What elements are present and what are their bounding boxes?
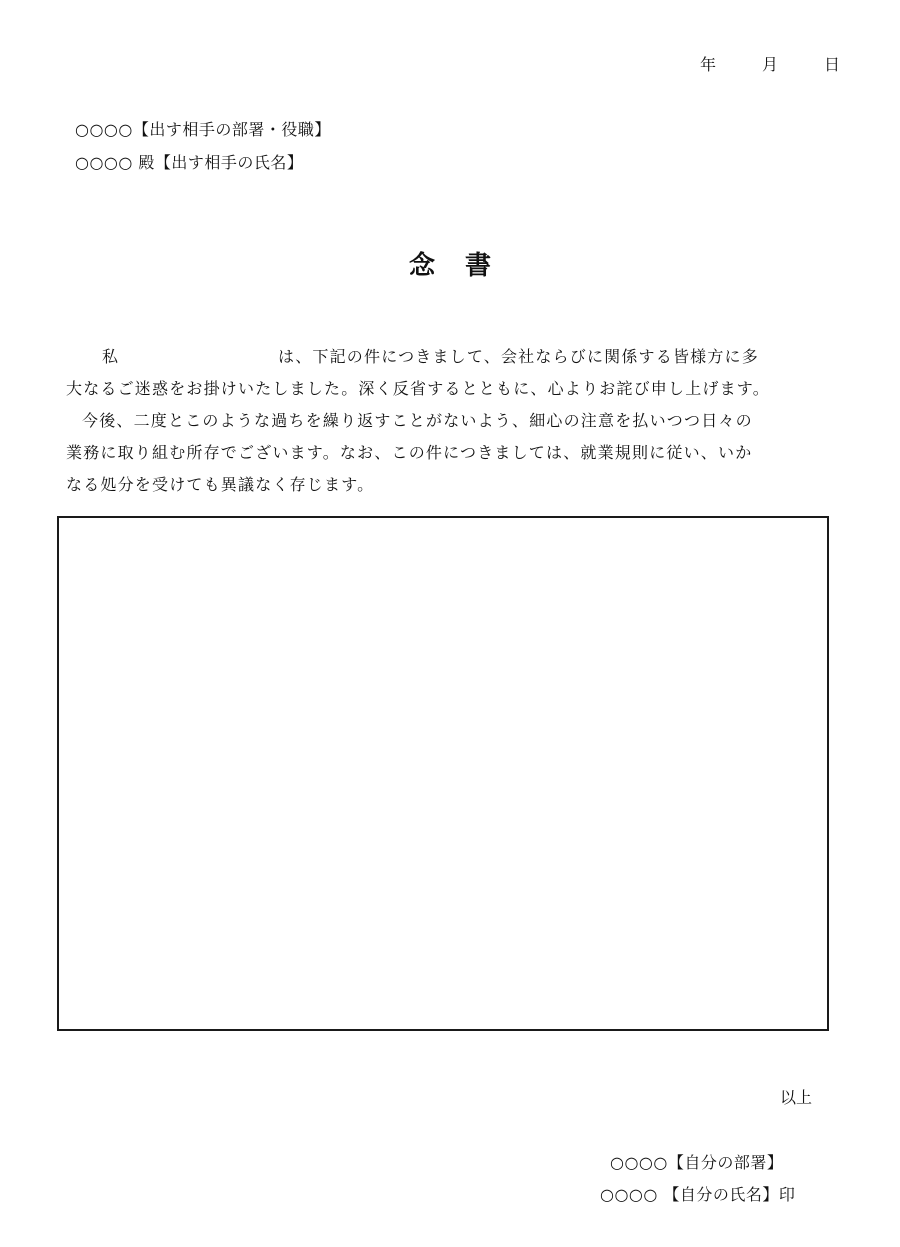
sender-department: ○○○○【自分の部署】 — [610, 1153, 784, 1172]
body-subject-prefix: 私 — [102, 347, 120, 366]
body-line-5: なる処分を受けても異議なく存じます。 — [66, 475, 375, 494]
date-month-label: 月 — [761, 55, 778, 74]
body-line-1-text: は、下記の件につきまして、会社ならびに関係する皆様方に多 — [278, 347, 759, 366]
addressee-name: ○○○○ 殿【出す相手の氏名】 — [75, 153, 304, 172]
date-line — [700, 52, 840, 75]
body-line-3: 今後、二度とこのような過ちを繰り返すことがないよう、細心の注意を払いつつ日々の — [82, 411, 753, 430]
body-line-1 — [66, 344, 846, 367]
date-day-label: 日 — [823, 55, 840, 74]
body-line-2: 大なるご迷惑をお掛けいたしました。深く反省するとともに、心よりお詫び申し上げます。 — [66, 379, 770, 398]
document-title: 念書 — [408, 251, 521, 281]
body-line-4: 業務に取り組む所存でございます。なお、この件につきましては、就業規則に従い、いか — [66, 443, 753, 462]
sender-name-seal: ○○○○ 【自分の氏名】印 — [600, 1185, 796, 1204]
date-year-label: 年 — [700, 55, 717, 74]
addressee-department: ○○○○【出す相手の部署・役職】 — [75, 120, 331, 139]
closing-ijou: 以上 — [780, 1088, 813, 1107]
incident-details-box — [57, 516, 829, 1031]
